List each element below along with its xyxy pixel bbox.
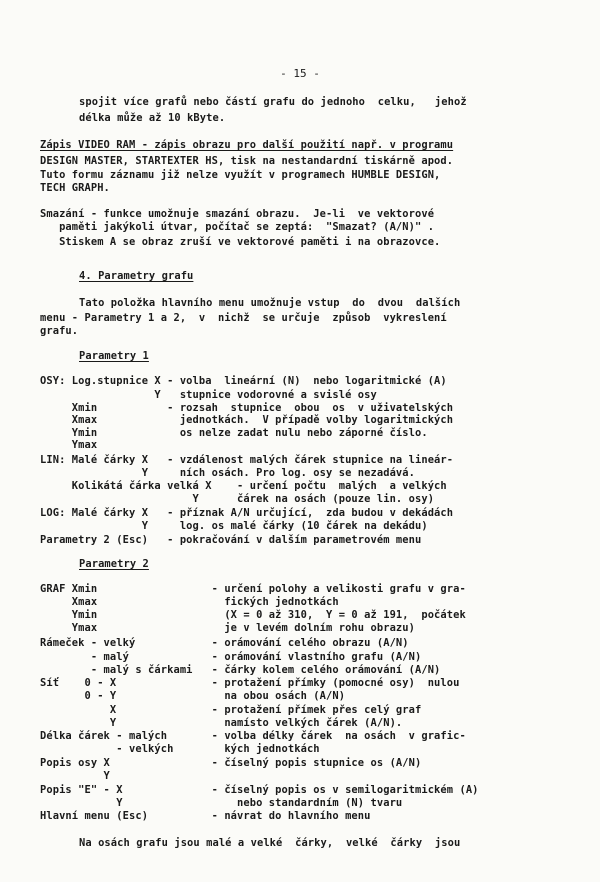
text-line: Síť 0 - X - protažení přímky (pomocné osy) nulou (40, 677, 460, 689)
text-line: - malý s čárkami - čárky kolem celého orámování (A/N) (40, 664, 441, 676)
text-line: Xmin - rozsah stupnice obou os v uživatelských (40, 402, 454, 414)
text-line: Kolikátá čárka velká X - určení počtu malých a velkých (40, 480, 447, 492)
text-line: Délka čárek - malých - volba délky čárek na osách v grafic- (40, 730, 466, 742)
text-line: Stiskem A se obraz zruší ve vektorové paměti i na obrazovce. (40, 236, 441, 248)
text-line: Parametry 2 (Esc) - pokračování v dalším parametrovém menu (40, 534, 422, 546)
text-line: Ymin os nelze zadat nulu nebo záporné číslo. (40, 427, 428, 439)
text-line: - velkých kých jednotkách (40, 743, 320, 755)
text-line: Y log. os malé čárky (10 čárek na dekádu) (40, 520, 428, 532)
text-line: Xmax fických jednotkách (40, 596, 339, 608)
text-line: paměti jakýkoli útvar, počítač se zeptá: "Smazat? (A/N)" . (40, 221, 435, 233)
text-line: délka může až 10 kByte. (79, 112, 226, 124)
text-line: menu - Parametry 1 a 2, v nichž se určuje způsob vykreslení (40, 312, 447, 324)
text-line: spojit více grafů nebo částí grafu do jednoho celku, jehož (79, 96, 467, 108)
text-line: Ymin (X = 0 až 310, Y = 0 až 191, počátek (40, 609, 466, 621)
text-line (40, 139, 453, 151)
text-line: OSY: Log.stupnice X - volba lineární (N) nebo logaritmické (A) (40, 375, 447, 387)
text-line: Y (40, 770, 110, 782)
text-line: X - protažení přímek přes celý graf (40, 704, 422, 716)
text-line: Y namísto velkých čárek (A/N). (40, 717, 403, 729)
text-line: GRAF Xmin - určení polohy a velikosti grafu v gra- (40, 583, 466, 595)
text-line: Rámeček - velký - orámování celého obrazu (A/N) (40, 637, 409, 649)
text-line: grafu. (40, 325, 79, 337)
parametry-1-heading: Parametry 1 (79, 350, 149, 362)
zapis-video-ram-heading: Zápis VIDEO RAM - zápis obrazu pro další použití např. v programu (40, 139, 454, 151)
page-number: - 15 - (280, 67, 320, 80)
text-line: Popis "E" - X - číselný popis os v semilogaritmickém (A) (40, 784, 479, 796)
text-line: Na osách grafu jsou malé a velké čárky, velké čárky jsou (79, 837, 461, 849)
text-line: Y nebo standardním (N) tvaru (40, 797, 403, 809)
text-line: TECH GRAPH. (40, 182, 110, 194)
section-heading: 4. Parametry grafu (79, 270, 194, 282)
text-line: LIN: Malé čárky X - vzdálenost malých čárek stupnice na lineár- (40, 454, 454, 466)
text-line: - malý - orámování vlastního grafu (A/N) (40, 651, 422, 663)
text-line: Hlavní menu (Esc) - návrat do hlavního menu (40, 810, 371, 822)
text-line: Y čárek na osách (pouze lin. osy) (40, 493, 435, 505)
text-line: Tato položka hlavního menu umožnuje vstup do dvou dalších (79, 297, 461, 309)
text-line: Y stupnice vodorovné a svislé osy (40, 389, 377, 401)
text-line: Ymax je v levém dolním rohu obrazu) (40, 622, 415, 634)
text-line: Xmax jednotkách. V případě volby logaritmických (40, 414, 454, 426)
text-line: 0 - Y na obou osách (A/N) (40, 690, 346, 702)
text-line: Tuto formu záznamu již nelze využít v programech HUMBLE DESIGN, (40, 169, 441, 181)
text-line: Popis osy X - číselný popis stupnice os (A/N) (40, 757, 422, 769)
smazani-line: Smazání - funkce umožnuje smazání obrazu. Je-li ve vektorové (40, 208, 435, 220)
text-line: Y ních osách. Pro log. osy se nezadává. (40, 467, 415, 479)
text-line: Ymax (40, 439, 98, 451)
text-line: LOG: Malé čárky X - příznak A/N určující, zda budou v dekádách (40, 507, 454, 519)
text-line: DESIGN MASTER, STARTEXTER HS, tisk na nestandardní tiskárně apod. (40, 155, 454, 167)
parametry-2-heading: Parametry 2 (79, 558, 149, 570)
